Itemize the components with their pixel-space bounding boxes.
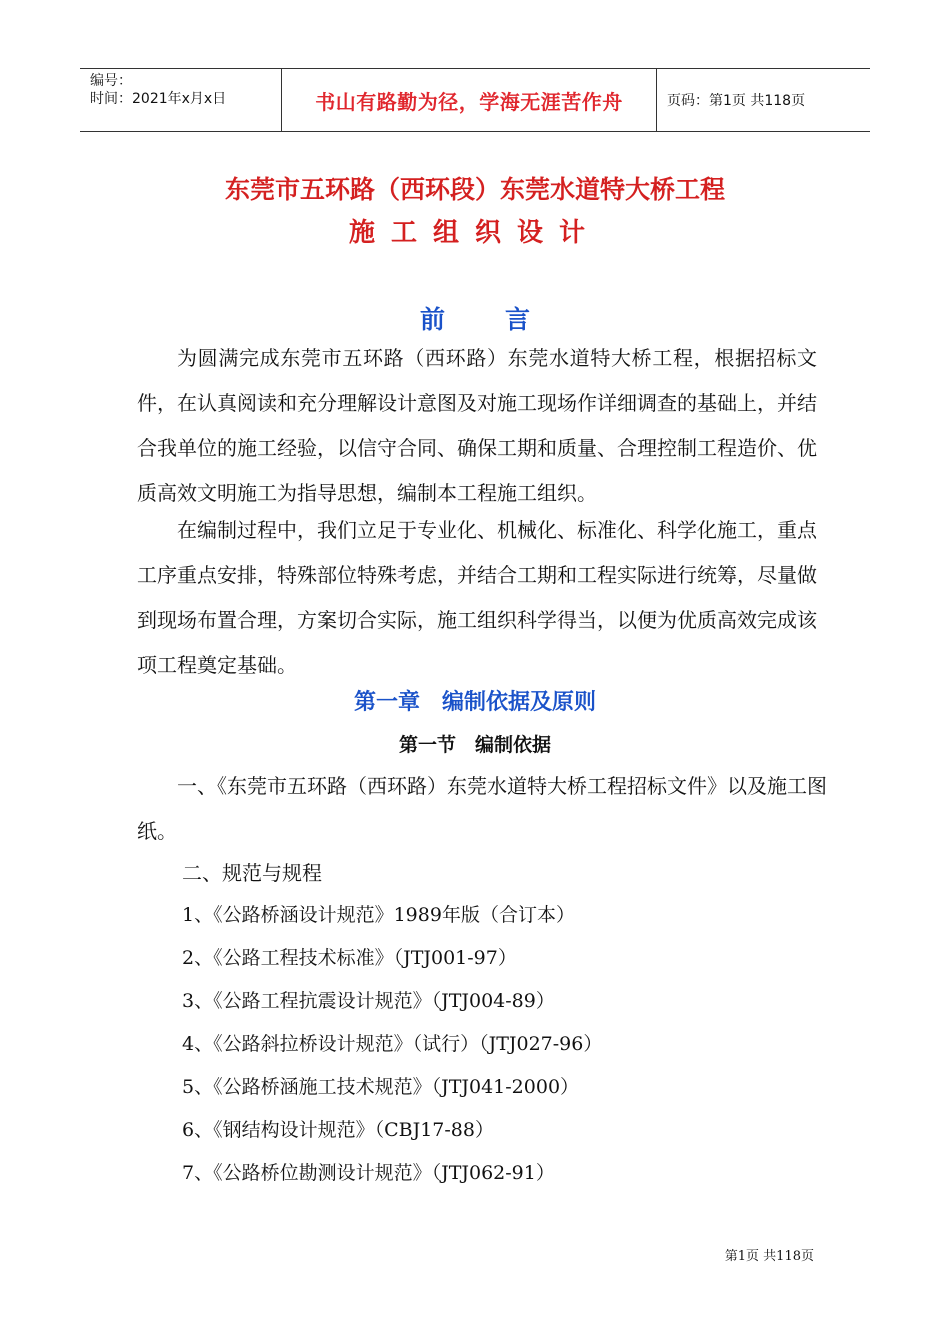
list-item: 2、《公路工程技术标准》（JTJ001-97） bbox=[182, 947, 517, 969]
list-item: 1、《公路桥涵设计规范》1989年版（合订本） bbox=[182, 904, 575, 926]
document-header bbox=[80, 68, 870, 132]
document-subtitle: 施工组织设计 bbox=[348, 218, 601, 248]
preface-heading-char-2: 言 bbox=[505, 305, 531, 334]
number-label: 编号： bbox=[90, 73, 132, 89]
list-item: 6、《钢结构设计规范》（CBJ17-88） bbox=[182, 1119, 494, 1141]
preface-heading-char-1: 前 bbox=[419, 305, 445, 334]
list-item: 5、《公路桥涵施工技术规范》（JTJ041-2000） bbox=[182, 1076, 580, 1098]
page-footer: 第1页 共118页 bbox=[724, 1249, 814, 1264]
preface-paragraph-1: 为圆满完成东莞市五环路（西环路）东莞水道特大桥工程，根据招标文件，在认真阅读和充分理解设计意图及对施工现场作详细调查的基础上，并结合我单位的施工经验，以信守合同、确保工期和质量、合理控制工程造价、优质高效文明施工为指导思想，编制本工程施工组织。 bbox=[137, 346, 817, 505]
section-heading: 第一节 编制依据 bbox=[398, 734, 551, 756]
document-title: 东莞市五环路（西环段）东莞水道特大桥工程 bbox=[224, 175, 725, 204]
standards-list bbox=[182, 894, 602, 1195]
header-motto: 书山有路勤为径，学海无涯苦作舟 bbox=[281, 69, 657, 131]
basis-item-1: 一、《东莞市五环路（西环路）东莞水道特大桥工程招标文件》以及施工图纸。 bbox=[137, 774, 827, 843]
list-item: 3、《公路工程抗震设计规范》（JTJ004-89） bbox=[182, 990, 555, 1012]
header-meta bbox=[80, 69, 281, 131]
list-item: 4、《公路斜拉桥设计规范》（试行）（JTJ027-96） bbox=[182, 1033, 603, 1055]
chapter-heading: 第一章 编制依据及原则 bbox=[353, 689, 596, 715]
preface-heading bbox=[0, 300, 950, 336]
basis-item-2: 二、规范与规程 bbox=[182, 861, 322, 885]
header-page-info: 页码：第1页 共118页 bbox=[667, 93, 806, 109]
list-item: 7、《公路桥位勘测设计规范》（JTJ062-91） bbox=[182, 1162, 555, 1184]
preface-paragraph-2: 在编制过程中，我们立足于专业化、机械化、标准化、科学化施工，重点工序重点安排，特殊部位特殊考虑，并结合工期和工程实际进行统筹，尽量做到现场布置合理，方案切合实际，施工组织科学得当，以便为优质高效完成该项工程奠定基础。 bbox=[137, 518, 817, 677]
time-label: 时间：2021年x月x日 bbox=[90, 91, 227, 107]
